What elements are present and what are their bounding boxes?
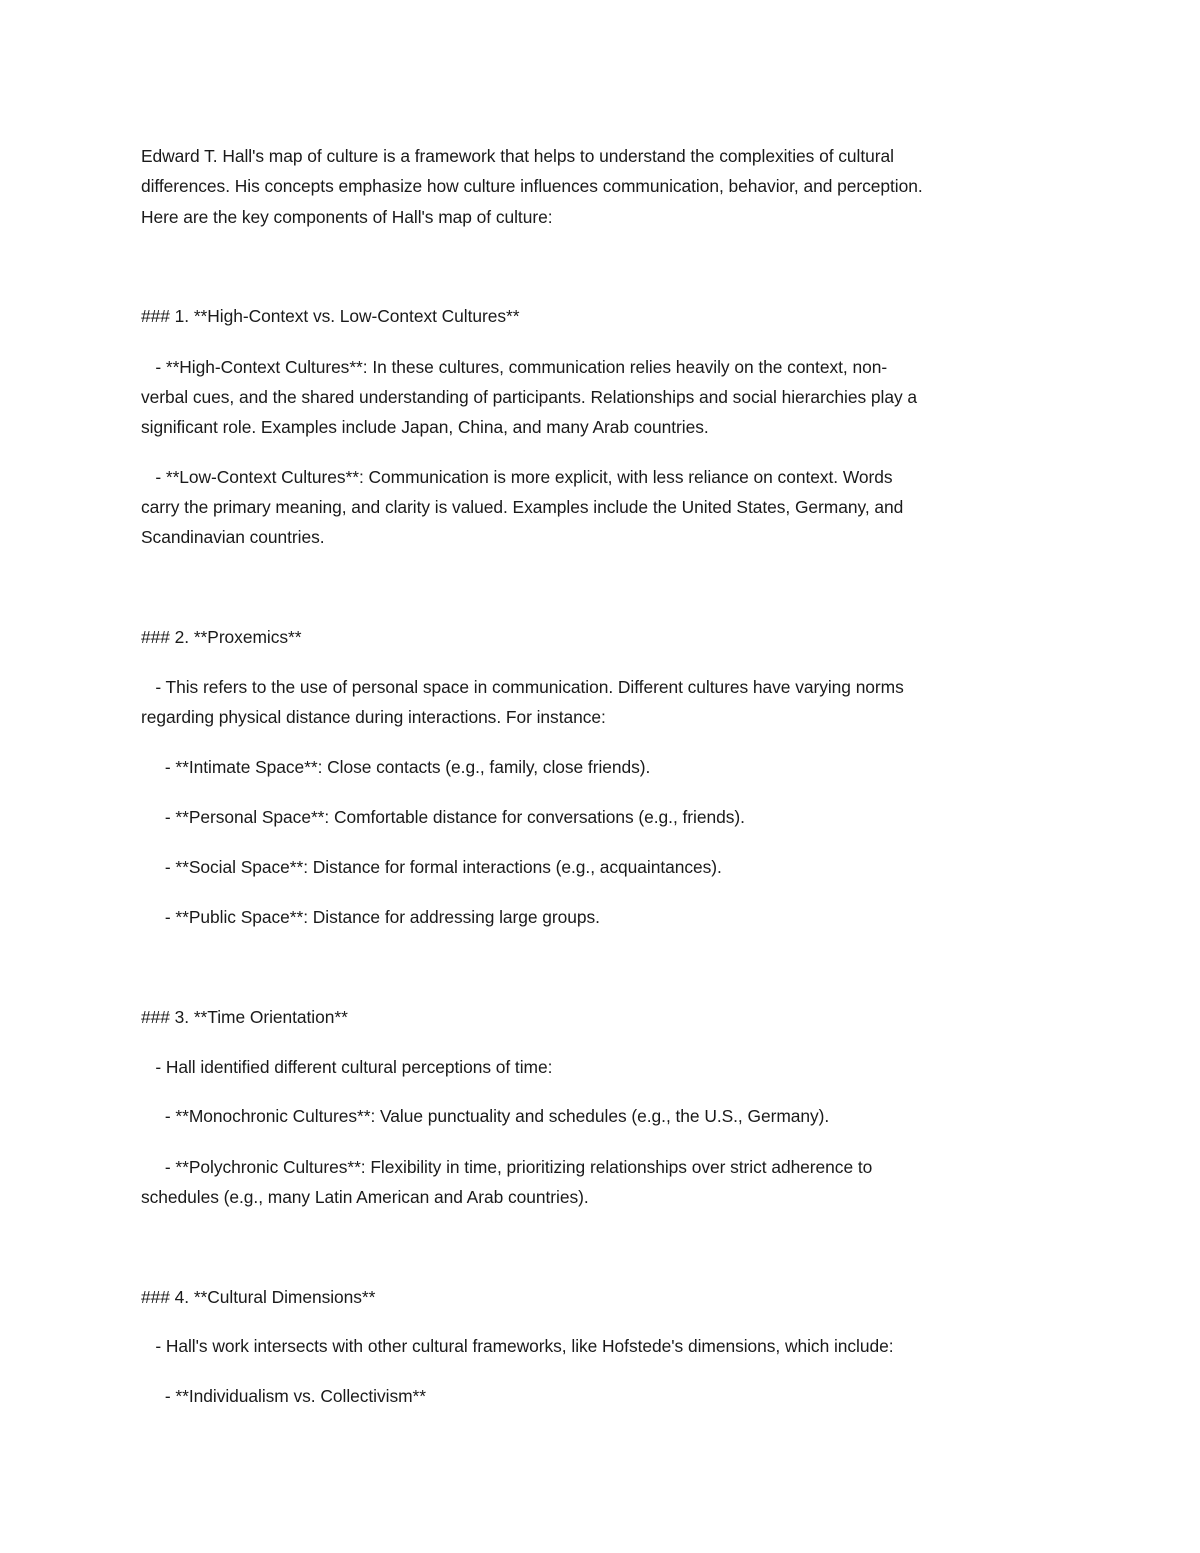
low-context-line-3: Scandinavian countries. xyxy=(141,527,325,547)
low-context-line-2: carry the primary meaning, and clarity is valued. Examples include the United States, Germany, and xyxy=(141,497,904,517)
intro-line-2: differences. His concepts emphasize how culture influences communication, behavior, and perception. xyxy=(141,176,923,196)
time-item-polychronic-line-2: schedules (e.g., many Latin American and Arab countries). xyxy=(141,1187,589,1207)
low-context-line-1: - **Low-Context Cultures**: Communication is more explicit, with less reliance on context. Words xyxy=(141,467,893,487)
high-context-line-3: significant role. Examples include Japan, China, and many Arab countries. xyxy=(141,417,709,437)
time-item-polychronic-line-1: - **Polychronic Cultures**: Flexibility in time, prioritizing relationships over strict adherence to xyxy=(141,1157,873,1177)
high-context-line-1: - **High-Context Cultures**: In these cultures, communication relies heavily on the context, non- xyxy=(141,357,888,377)
proxemics-description-line-2: regarding physical distance during interactions. For instance: xyxy=(141,707,606,727)
section-2-heading: ### 2. **Proxemics** xyxy=(141,627,302,647)
dimensions-item-individualism: - **Individualism vs. Collectivism** xyxy=(141,1386,426,1406)
proxemics-description-line-1: - This refers to the use of personal space in communication. Different cultures have varying norms xyxy=(141,677,904,697)
intro-line-3: Here are the key components of Hall's map of culture: xyxy=(141,207,553,227)
proxemics-item-public: - **Public Space**: Distance for addressing large groups. xyxy=(141,907,600,927)
dimensions-description: - Hall's work intersects with other cultural frameworks, like Hofstede's dimensions, which include: xyxy=(141,1336,894,1356)
proxemics-item-intimate: - **Intimate Space**: Close contacts (e.g., family, close friends). xyxy=(141,757,651,777)
time-description: - Hall identified different cultural perceptions of time: xyxy=(141,1057,553,1077)
section-4-heading: ### 4. **Cultural Dimensions** xyxy=(141,1287,376,1307)
section-1-heading: ### 1. **High-Context vs. Low-Context Cultures** xyxy=(141,306,520,326)
time-item-monochronic: - **Monochronic Cultures**: Value punctuality and schedules (e.g., the U.S., Germany). xyxy=(141,1106,830,1126)
high-context-line-2: verbal cues, and the shared understanding of participants. Relationships and social hierarchies play a xyxy=(141,387,918,407)
section-3-heading: ### 3. **Time Orientation** xyxy=(141,1007,348,1027)
proxemics-item-personal: - **Personal Space**: Comfortable distance for conversations (e.g., friends). xyxy=(141,807,745,827)
proxemics-item-social: - **Social Space**: Distance for formal interactions (e.g., acquaintances). xyxy=(141,857,722,877)
intro-line-1: Edward T. Hall's map of culture is a framework that helps to understand the complexities of cultural xyxy=(141,146,894,166)
